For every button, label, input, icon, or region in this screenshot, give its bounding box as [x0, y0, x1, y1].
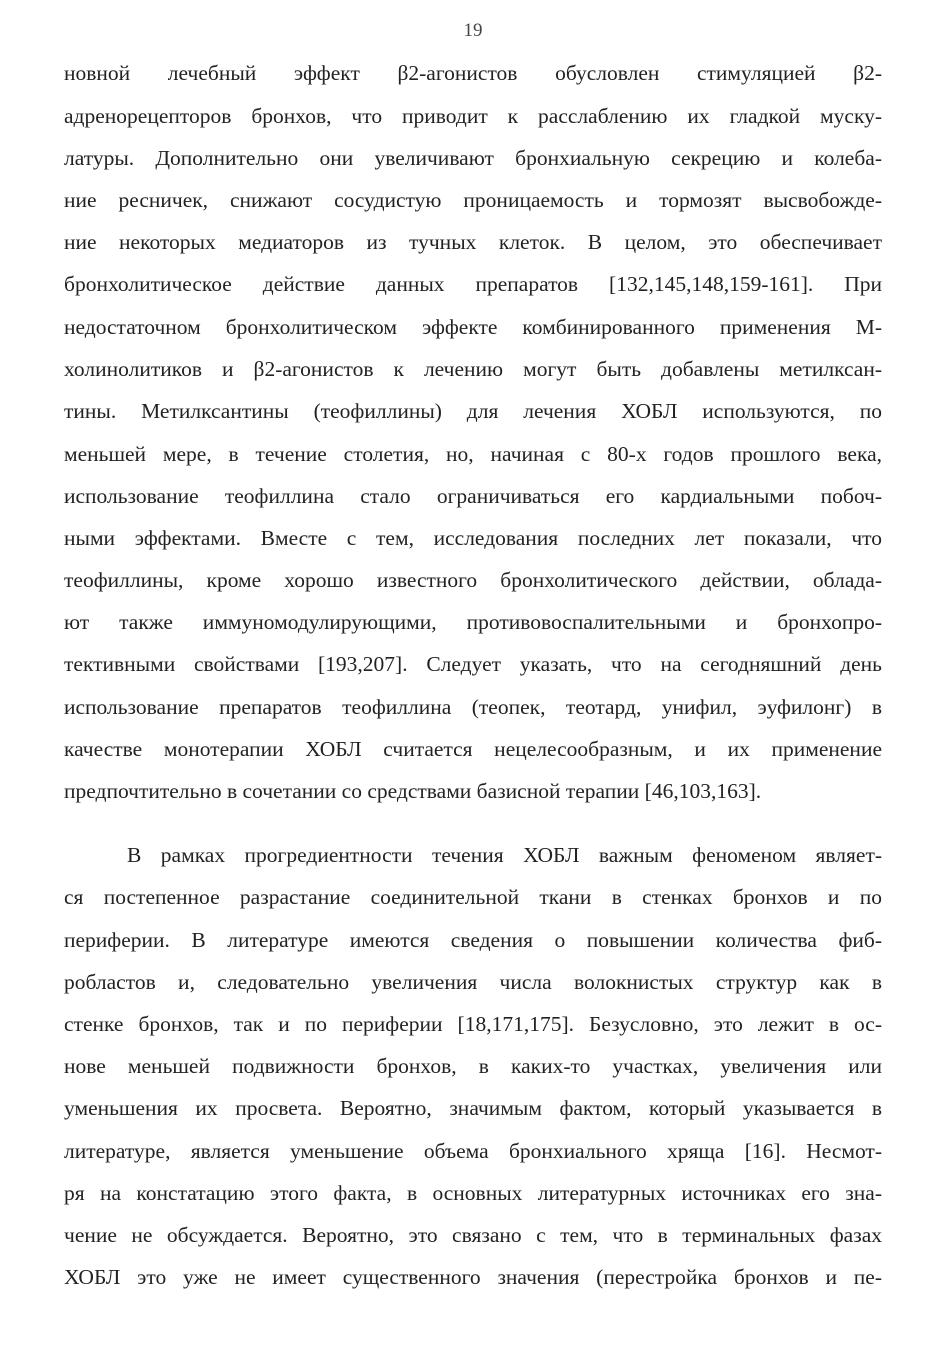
paragraph-2-line: ся постепенное разрастание соединительной ткани в стенках бронхов и по [64, 885, 882, 909]
paragraph-1-line: латуры. Дополнительно они увеличивают бронхиальную секрецию и колеба- [64, 146, 882, 170]
paragraph-1-line: использование препаратов теофиллина (теопек, теотард, унифил, эуфилонг) в [64, 695, 882, 719]
paragraph-1-line: недостаточном бронхолитическом эффекте комбинированного применения М- [64, 315, 882, 339]
paragraph-2-line: чение не обсуждается. Вероятно, это связано с тем, что в терминальных фазах [64, 1223, 882, 1247]
paragraph-1-line: использование теофиллина стало ограничиваться его кардиальными побоч- [64, 484, 882, 508]
paragraph-1-line: ние ресничек, снижают сосудистую проницаемость и тормозят высвобожде- [64, 188, 882, 212]
paragraph-1-line: холинолитиков и β2-агонистов к лечению могут быть добавлены метилксан- [64, 357, 882, 381]
paragraph-1-line: качестве монотерапии ХОБЛ считается нецелесообразным, и их применение [64, 737, 882, 761]
paragraph-2-line: нове меньшей подвижности бронхов, в каких-то участках, увеличения или [64, 1054, 882, 1078]
paragraph-2-line: стенке бронхов, так и по периферии [18,171,175]. Безусловно, это лежит в ос- [64, 1012, 882, 1036]
paragraph-2-line: В рамках прогредиентности течения ХОБЛ важным феноменом являет- [127, 843, 882, 867]
paragraph-1-line: бронхолитическое действие данных препаратов [132,145,148,159-161]. При [64, 272, 882, 296]
paragraph-1-line: новной лечебный эффект β2-агонистов обусловлен стимуляцией β2- [64, 61, 882, 85]
paragraph-1-line: предпочтительно в сочетании со средствами базисной терапии [46,103,163]. [64, 779, 762, 803]
paragraph-1-line: ние некоторых медиаторов из тучных клеток. В целом, это обеспечивает [64, 230, 882, 254]
paragraph-1-line: тективными свойствами [193,207]. Следует указать, что на сегодняшний день [64, 652, 882, 676]
paragraph-1-line: адренорецепторов бронхов, что приводит к расслаблению их гладкой муску- [64, 104, 882, 128]
page-number: 19 [463, 20, 483, 41]
paragraph-1-line: ют также иммуномодулирующими, противовоспалительными и бронхопро- [64, 610, 882, 634]
paragraph-2-line: робластов и, следовательно увеличения числа волокнистых структур как в [64, 970, 882, 994]
paragraph-2-line: ХОБЛ это уже не имеет существенного значения (перестройка бронхов и пе- [64, 1265, 882, 1289]
paragraph-2-line: ря на констатацию этого факта, в основных литературных источниках его зна- [64, 1181, 882, 1205]
paragraph-1-line: теофиллины, кроме хорошо известного бронхолитического действии, облада- [64, 568, 882, 592]
paragraph-2-line: литературе, является уменьшение объема бронхиального хряща [16]. Несмот- [64, 1139, 882, 1163]
paragraph-2-line: периферии. В литературе имеются сведения о повышении количества фиб- [64, 928, 882, 952]
paragraph-1-line: меньшей мере, в течение столетия, но, начиная с 80-х годов прошлого века, [64, 442, 882, 466]
paragraph-1-line: ными эффектами. Вместе с тем, исследования последних лет показали, что [64, 526, 882, 550]
paragraph-1-line: тины. Метилксантины (теофиллины) для лечения ХОБЛ используются, по [64, 399, 882, 423]
paragraph-2-line: уменьшения их просвета. Вероятно, значимым фактом, который указывается в [64, 1096, 882, 1120]
